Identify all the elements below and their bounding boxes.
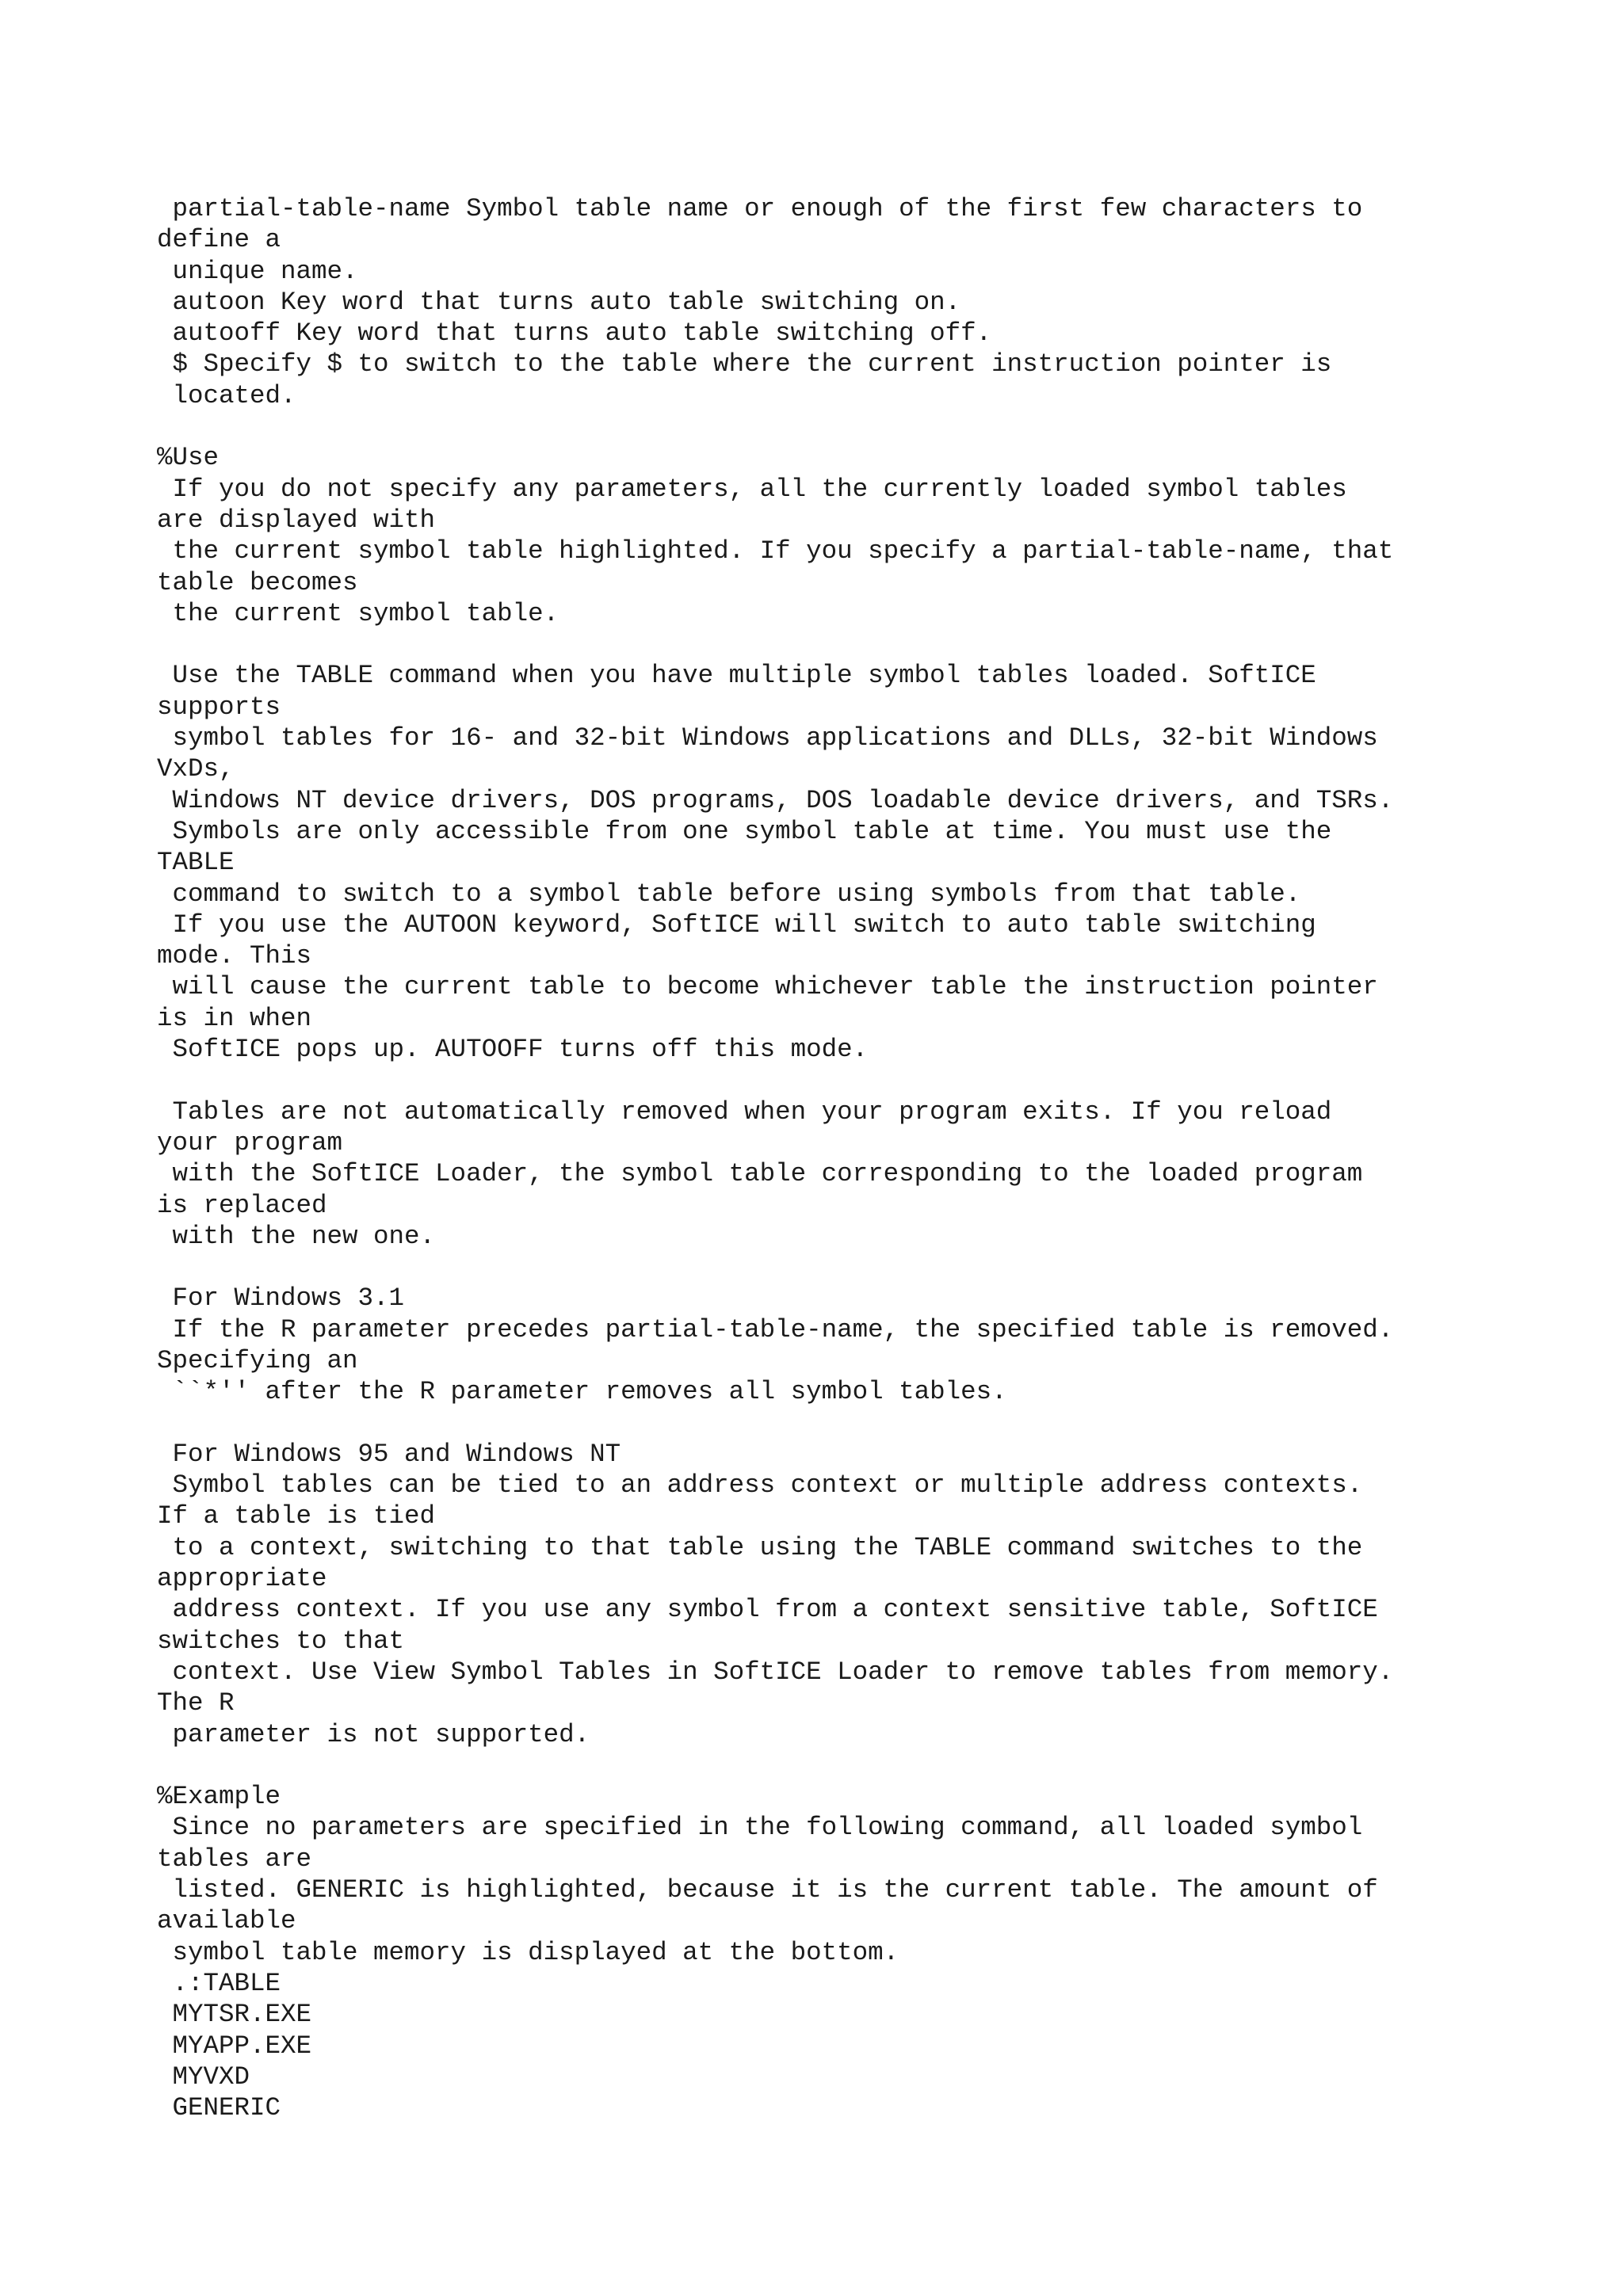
text-line: MYTSR.EXE <box>157 2000 312 2030</box>
document-body <box>157 193 1583 2123</box>
text-line: For Windows 3.1 <box>157 1283 405 1314</box>
text-line: autooff Key word that turns auto table switching off. <box>157 318 992 349</box>
text-line: If a table is tied <box>157 1501 436 1531</box>
text-line: define a <box>157 225 281 255</box>
text-line: are displayed with <box>157 505 436 535</box>
text-line: supports <box>157 692 281 722</box>
text-line: Symbols are only accessible from one symbol table at time. You must use the <box>157 816 1332 846</box>
text-line: The R <box>157 1688 235 1718</box>
text-line: mode. This <box>157 941 312 971</box>
text-line: If you do not specify any parameters, all the currently loaded symbol tables <box>157 474 1347 504</box>
text-line: the current symbol table. <box>157 598 559 628</box>
blank-line <box>157 1065 1583 1096</box>
text-line: tables are <box>157 1844 312 1874</box>
text-line: address context. If you use any symbol from a context sensitive table, SoftICE <box>157 1595 1378 1625</box>
text-line: partial-table-name Symbol table name or enough of the first few characters to <box>157 194 1363 223</box>
text-line: symbol table memory is displayed at the bottom. <box>157 1937 899 1967</box>
text-line: Specifying an <box>157 1345 358 1375</box>
text-line: to a context, switching to that table using the TABLE command switches to the <box>157 1532 1363 1562</box>
text-line: switches to that <box>157 1626 405 1656</box>
text-line: autoon Key word that turns auto table switching on. <box>157 287 961 317</box>
blank-line <box>157 1750 1583 1781</box>
text-line: $ Specify $ to switch to the table where the current instruction pointer is <box>157 349 1332 379</box>
text-line: MYVXD <box>157 2061 250 2092</box>
text-line: MYAPP.EXE <box>157 2031 312 2061</box>
text-line: VxDs, <box>157 754 235 784</box>
text-line: If the R parameter precedes partial-table-name, the specified table is removed. <box>157 1314 1394 1344</box>
text-line: If you use the AUTOON keyword, SoftICE will switch to auto table switching <box>157 910 1316 940</box>
text-line: listed. GENERIC is highlighted, because it is the current table. The amount of <box>157 1875 1378 1905</box>
text-line: Symbol tables can be tied to an address context or multiple address contexts. <box>157 1470 1363 1501</box>
blank-line <box>157 1252 1583 1283</box>
text-line: appropriate <box>157 1564 327 1594</box>
text-line: context. Use View Symbol Tables in SoftICE Loader to remove tables from memory. <box>157 1657 1394 1687</box>
blank-line <box>157 411 1583 442</box>
text-line: symbol tables for 16- and 32-bit Windows applications and DLLs, 32-bit Windows <box>157 723 1378 753</box>
text-line: Since no parameters are specified in the following command, all loaded symbol <box>157 1813 1363 1843</box>
text-line: %Example <box>157 1782 281 1812</box>
text-line: located. <box>157 380 296 410</box>
text-line: with the SoftICE Loader, the symbol table corresponding to the loaded program <box>157 1159 1363 1189</box>
text-line: command to switch to a symbol table before using symbols from that table. <box>157 879 1301 909</box>
text-line: is in when <box>157 1003 312 1033</box>
text-line: Windows NT device drivers, DOS programs, DOS loadable device drivers, and TSRs. <box>157 785 1394 815</box>
text-line: For Windows 95 and Windows NT <box>157 1439 621 1469</box>
text-line: available <box>157 1906 296 1936</box>
text-line: unique name. <box>157 256 358 286</box>
blank-line <box>157 1408 1583 1439</box>
text-line: TABLE <box>157 848 235 878</box>
text-line: %Use <box>157 443 220 473</box>
text-line: Tables are not automatically removed when your program exits. If you reload <box>157 1097 1332 1127</box>
text-line: ``*'' after the R parameter removes all symbol tables. <box>157 1377 1007 1407</box>
text-line: your program <box>157 1127 343 1158</box>
text-line: table becomes <box>157 567 358 597</box>
text-line: SoftICE pops up. AUTOOFF turns off this mode. <box>157 1035 869 1065</box>
text-line: is replaced <box>157 1190 327 1220</box>
text-line: Use the TABLE command when you have multiple symbol tables loaded. SoftICE <box>157 661 1316 691</box>
blank-line <box>157 629 1583 660</box>
text-line: will cause the current table to become whichever table the instruction pointer <box>157 972 1378 1002</box>
text-line: parameter is not supported. <box>157 1719 590 1749</box>
text-line: with the new one. <box>157 1221 436 1251</box>
text-line: the current symbol table highlighted. If you specify a partial-table-name, that <box>157 536 1394 566</box>
text-line: GENERIC <box>157 2093 281 2123</box>
text-line: .:TABLE <box>157 1968 281 1998</box>
